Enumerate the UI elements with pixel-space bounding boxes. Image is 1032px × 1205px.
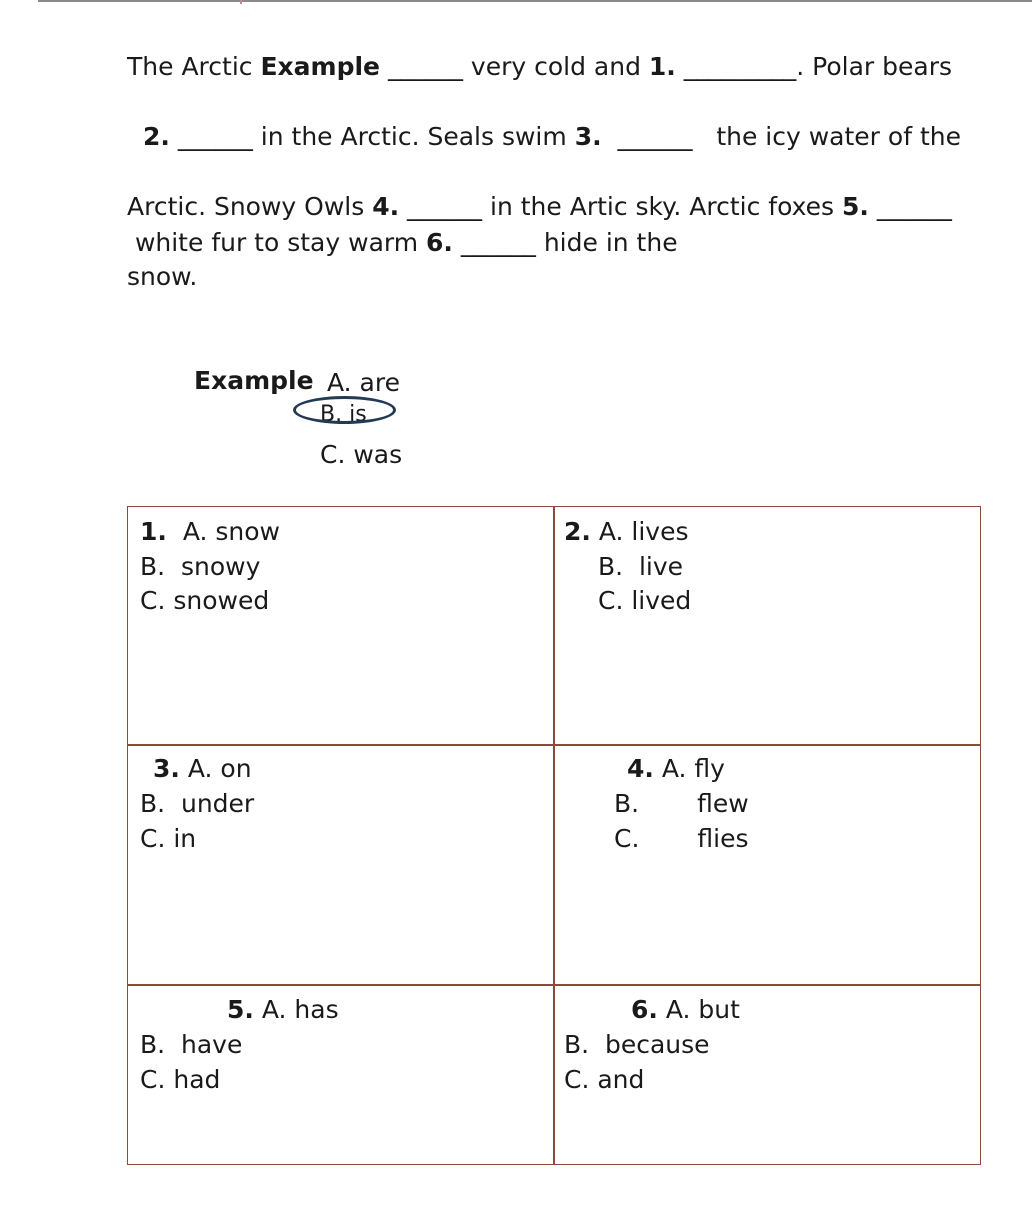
q5-option-c: C. had: [140, 1065, 221, 1094]
q4-c-word: flies: [697, 824, 749, 853]
passage-text: ______ hide in the: [452, 228, 678, 257]
passage-line-4: [127, 228, 678, 257]
question-number-4: 4.: [372, 192, 400, 221]
q3-option-a: [153, 751, 252, 786]
q3-option-c: C. in: [140, 824, 197, 853]
q4-option-c: [614, 821, 749, 856]
question-number-2: 2.: [143, 122, 170, 151]
q3-option-b: B. under: [140, 789, 255, 818]
q2-option-a: [564, 514, 689, 549]
question-number-5: 5.: [842, 192, 869, 221]
q4-c-letter: C.: [614, 824, 640, 853]
passage-text: ______ the icy water of the: [601, 122, 961, 151]
passage-line-5: snow.: [127, 262, 198, 291]
passage-text: _________. Polar bears: [675, 52, 952, 81]
question-number-6: 6.: [426, 228, 453, 257]
q4-number: 4.: [627, 754, 654, 783]
q1-number: 1.: [140, 517, 167, 546]
q5-option-a: [227, 992, 339, 1027]
passage-line-1: [127, 52, 952, 81]
q6-option-c: C. and: [564, 1065, 645, 1094]
question-number-3: 3.: [574, 122, 602, 151]
blank-example: ______: [380, 52, 471, 81]
q4-option-b: [614, 786, 749, 821]
q5-option-b: B. have: [140, 1030, 243, 1059]
q6-option-a: [631, 992, 740, 1027]
answer-circle: [293, 396, 396, 424]
top-rule-tick: [240, 0, 242, 4]
grid-divider-row-1: [127, 744, 981, 746]
passage-line-3: [127, 192, 952, 221]
q6-option-b: B. because: [564, 1030, 710, 1059]
example-option-c: C. was: [320, 440, 403, 469]
question-number-1: 1.: [648, 52, 676, 81]
passage-text: ______ in the Arctic. Seals swim: [169, 122, 575, 151]
q5-a-text: A. has: [261, 995, 339, 1024]
top-rule: [38, 0, 1032, 2]
q3-number: 3.: [153, 754, 180, 783]
q2-a-text: A. lives: [598, 517, 689, 546]
q4-b-letter: B.: [614, 789, 640, 818]
passage-text: ______ in the Artic sky. Arctic foxes: [399, 192, 842, 221]
passage-text: white fur to stay warm: [127, 228, 427, 257]
grid-divider-row-2: [127, 984, 981, 986]
q2-number: 2.: [564, 517, 591, 546]
example-marker: Example: [260, 52, 381, 81]
q6-a-text: A. but: [665, 995, 740, 1024]
passage-text: very cold and: [470, 52, 649, 81]
q1-option-b: B. snowy: [140, 552, 261, 581]
example-option-a: A. are: [327, 368, 400, 397]
q1-option-c: C. snowed: [140, 586, 270, 615]
passage-text: Arctic. Snowy Owls: [127, 192, 373, 221]
q3-a-text: A. on: [187, 754, 252, 783]
q1-option-a: [140, 514, 280, 549]
passage-text: The Arctic: [127, 52, 261, 81]
q2-option-c: C. lived: [598, 586, 692, 615]
q4-b-word: flew: [697, 789, 749, 818]
q5-number: 5.: [227, 995, 254, 1024]
grid-divider-vertical: [553, 506, 555, 1165]
q6-number: 6.: [631, 995, 658, 1024]
example-label: Example: [194, 366, 314, 395]
passage-text: ______: [868, 192, 952, 221]
q1-a-text: A. snow: [182, 517, 280, 546]
passage-line-2: [143, 122, 961, 151]
q4-option-a: [627, 751, 725, 786]
q4-a-text: A. fly: [661, 754, 725, 783]
example-option-b: B. is: [320, 402, 367, 427]
q2-option-b: B. live: [598, 552, 684, 581]
